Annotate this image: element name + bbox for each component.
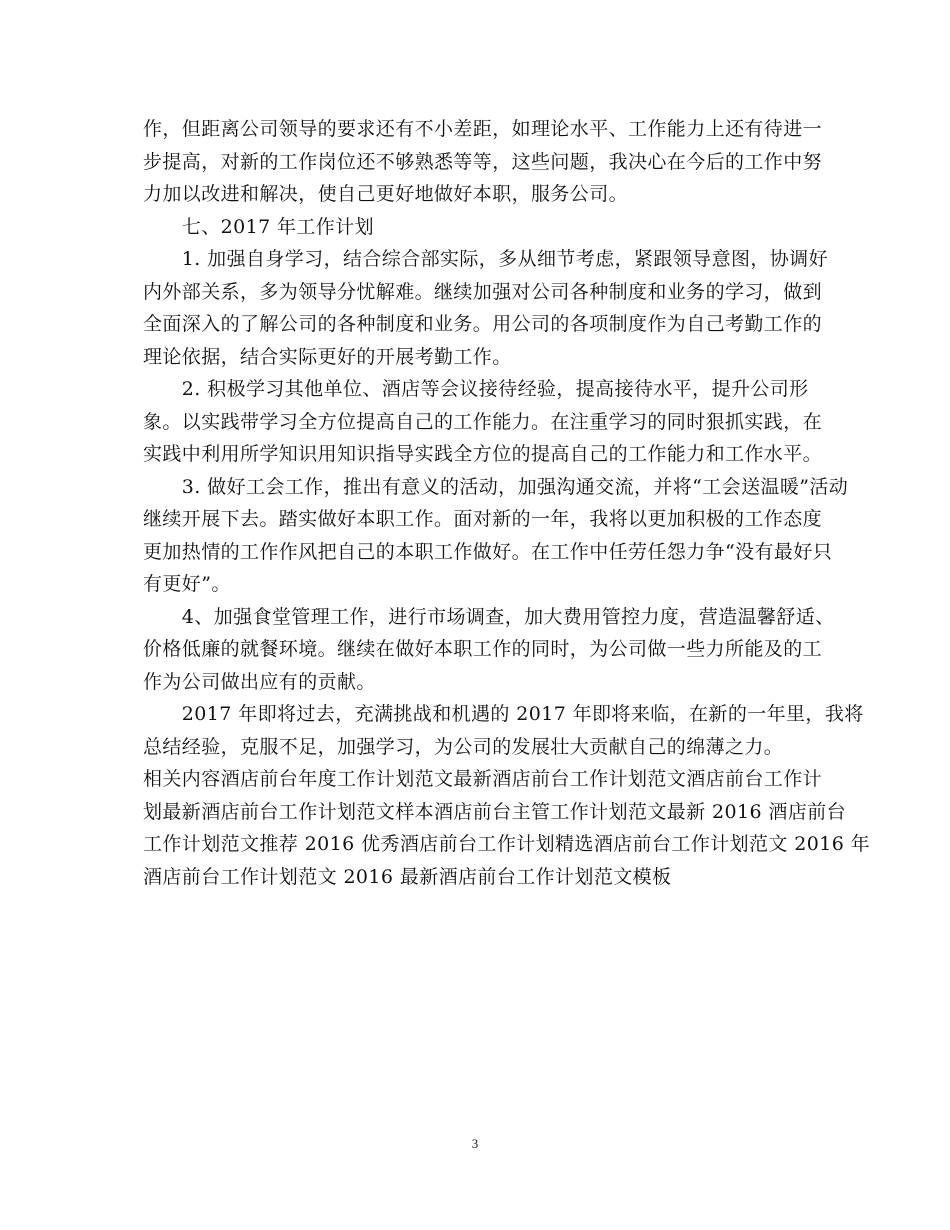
plan-item-3-paragraph — [143, 471, 849, 601]
related-content-paragraph — [143, 763, 871, 893]
text-line: 作为公司做出应有的贡献。 — [143, 670, 376, 693]
text-line: 实践中利用所学知识用知识指导实践全方位的提高自己的工作能力和工作水平。 — [143, 443, 823, 465]
section-heading — [143, 211, 813, 244]
text-line: 作，但距离公司领导的要求还有不小差距，如理论水平、工作能力上还有待进一 — [143, 118, 823, 140]
text-line: 相关内容酒店前台年度工作计划范文最新酒店前台工作计划范文酒店前台工作计 — [143, 768, 823, 790]
text-line: 酒店前台工作计划范文 2016 最新酒店前台工作计划范文模板 — [143, 865, 672, 888]
text-line: 1. 加强自身学习，结合综合部实际，多从细节考虑，紧跟领导意图，协调好 — [143, 248, 828, 270]
text-line: 步提高，对新的工作岗位还不够熟悉等等，这些问题，我决心在今后的工作中努 — [143, 150, 823, 173]
text-line: 内外部关系，多为领导分忧解难。继续加强对公司各种制度和业务的学习，做到 — [143, 280, 823, 303]
text-line: 总结经验，克服不足，加强学习，为公司的发展壮大贡献自己的绵薄之力。 — [143, 735, 784, 758]
text-line: 力加以改进和解决，使自己更好地做好本职，服务公司。 — [143, 183, 629, 205]
text-line: 工作计划范文推荐 2016 优秀酒店前台工作计划精选酒店前台工作计划范文 2016 年 — [143, 833, 871, 855]
plan-item-4-paragraph — [143, 601, 835, 699]
page-number: 3 — [471, 1136, 479, 1151]
text-line: 象。以实践带学习全方位提高自己的工作能力。在注重学习的同时狠抓实践，在 — [143, 410, 823, 433]
text-line: 2. 积极学习其他单位、酒店等会议接待经验，提高接待水平，提升公司形 — [143, 378, 809, 400]
text-line: 3. 做好工会工作，推出有意义的活动，加强沟通交流，并将“工会送温暖”活动 — [143, 475, 849, 498]
text-line: 全面深入的了解公司的各种制度和业务。用公司的各项制度作为自己考勤工作的 — [143, 313, 823, 335]
text-line: 价格低廉的就餐环境。继续在做好本职工作的同时，为公司做一些力所能及的工 — [143, 638, 823, 660]
document-body — [143, 113, 871, 893]
closing-paragraph — [143, 698, 864, 763]
text-line: 更加热情的工作作风把自己的本职工作做好。在工作中任劳任怨力争“没有最好只 — [143, 540, 833, 563]
plan-item-2-paragraph — [143, 373, 823, 471]
text-line: 理论依据，结合实际更好的开展考勤工作。 — [143, 345, 512, 368]
text-line: 划最新酒店前台工作计划范文样本酒店前台主管工作计划范文最新 2016 酒店前台 — [143, 800, 847, 823]
text-line: 4、加强食堂管理工作，进行市场调查，加大费用管控力度，营造温馨舒适、 — [143, 605, 835, 628]
text-line: 继续开展下去。踏实做好本职工作。面对新的一年，我将以更加积极的工作态度 — [143, 508, 823, 530]
section-heading-text: 七、2017 年工作计划 — [143, 215, 374, 238]
intro-continued-paragraph — [143, 113, 823, 211]
text-line: 2017 年即将过去，充满挑战和机遇的 2017 年即将来临，在新的一年里，我将 — [143, 703, 864, 725]
text-line: 有更好”。 — [143, 573, 231, 595]
plan-item-1-paragraph — [143, 243, 828, 373]
